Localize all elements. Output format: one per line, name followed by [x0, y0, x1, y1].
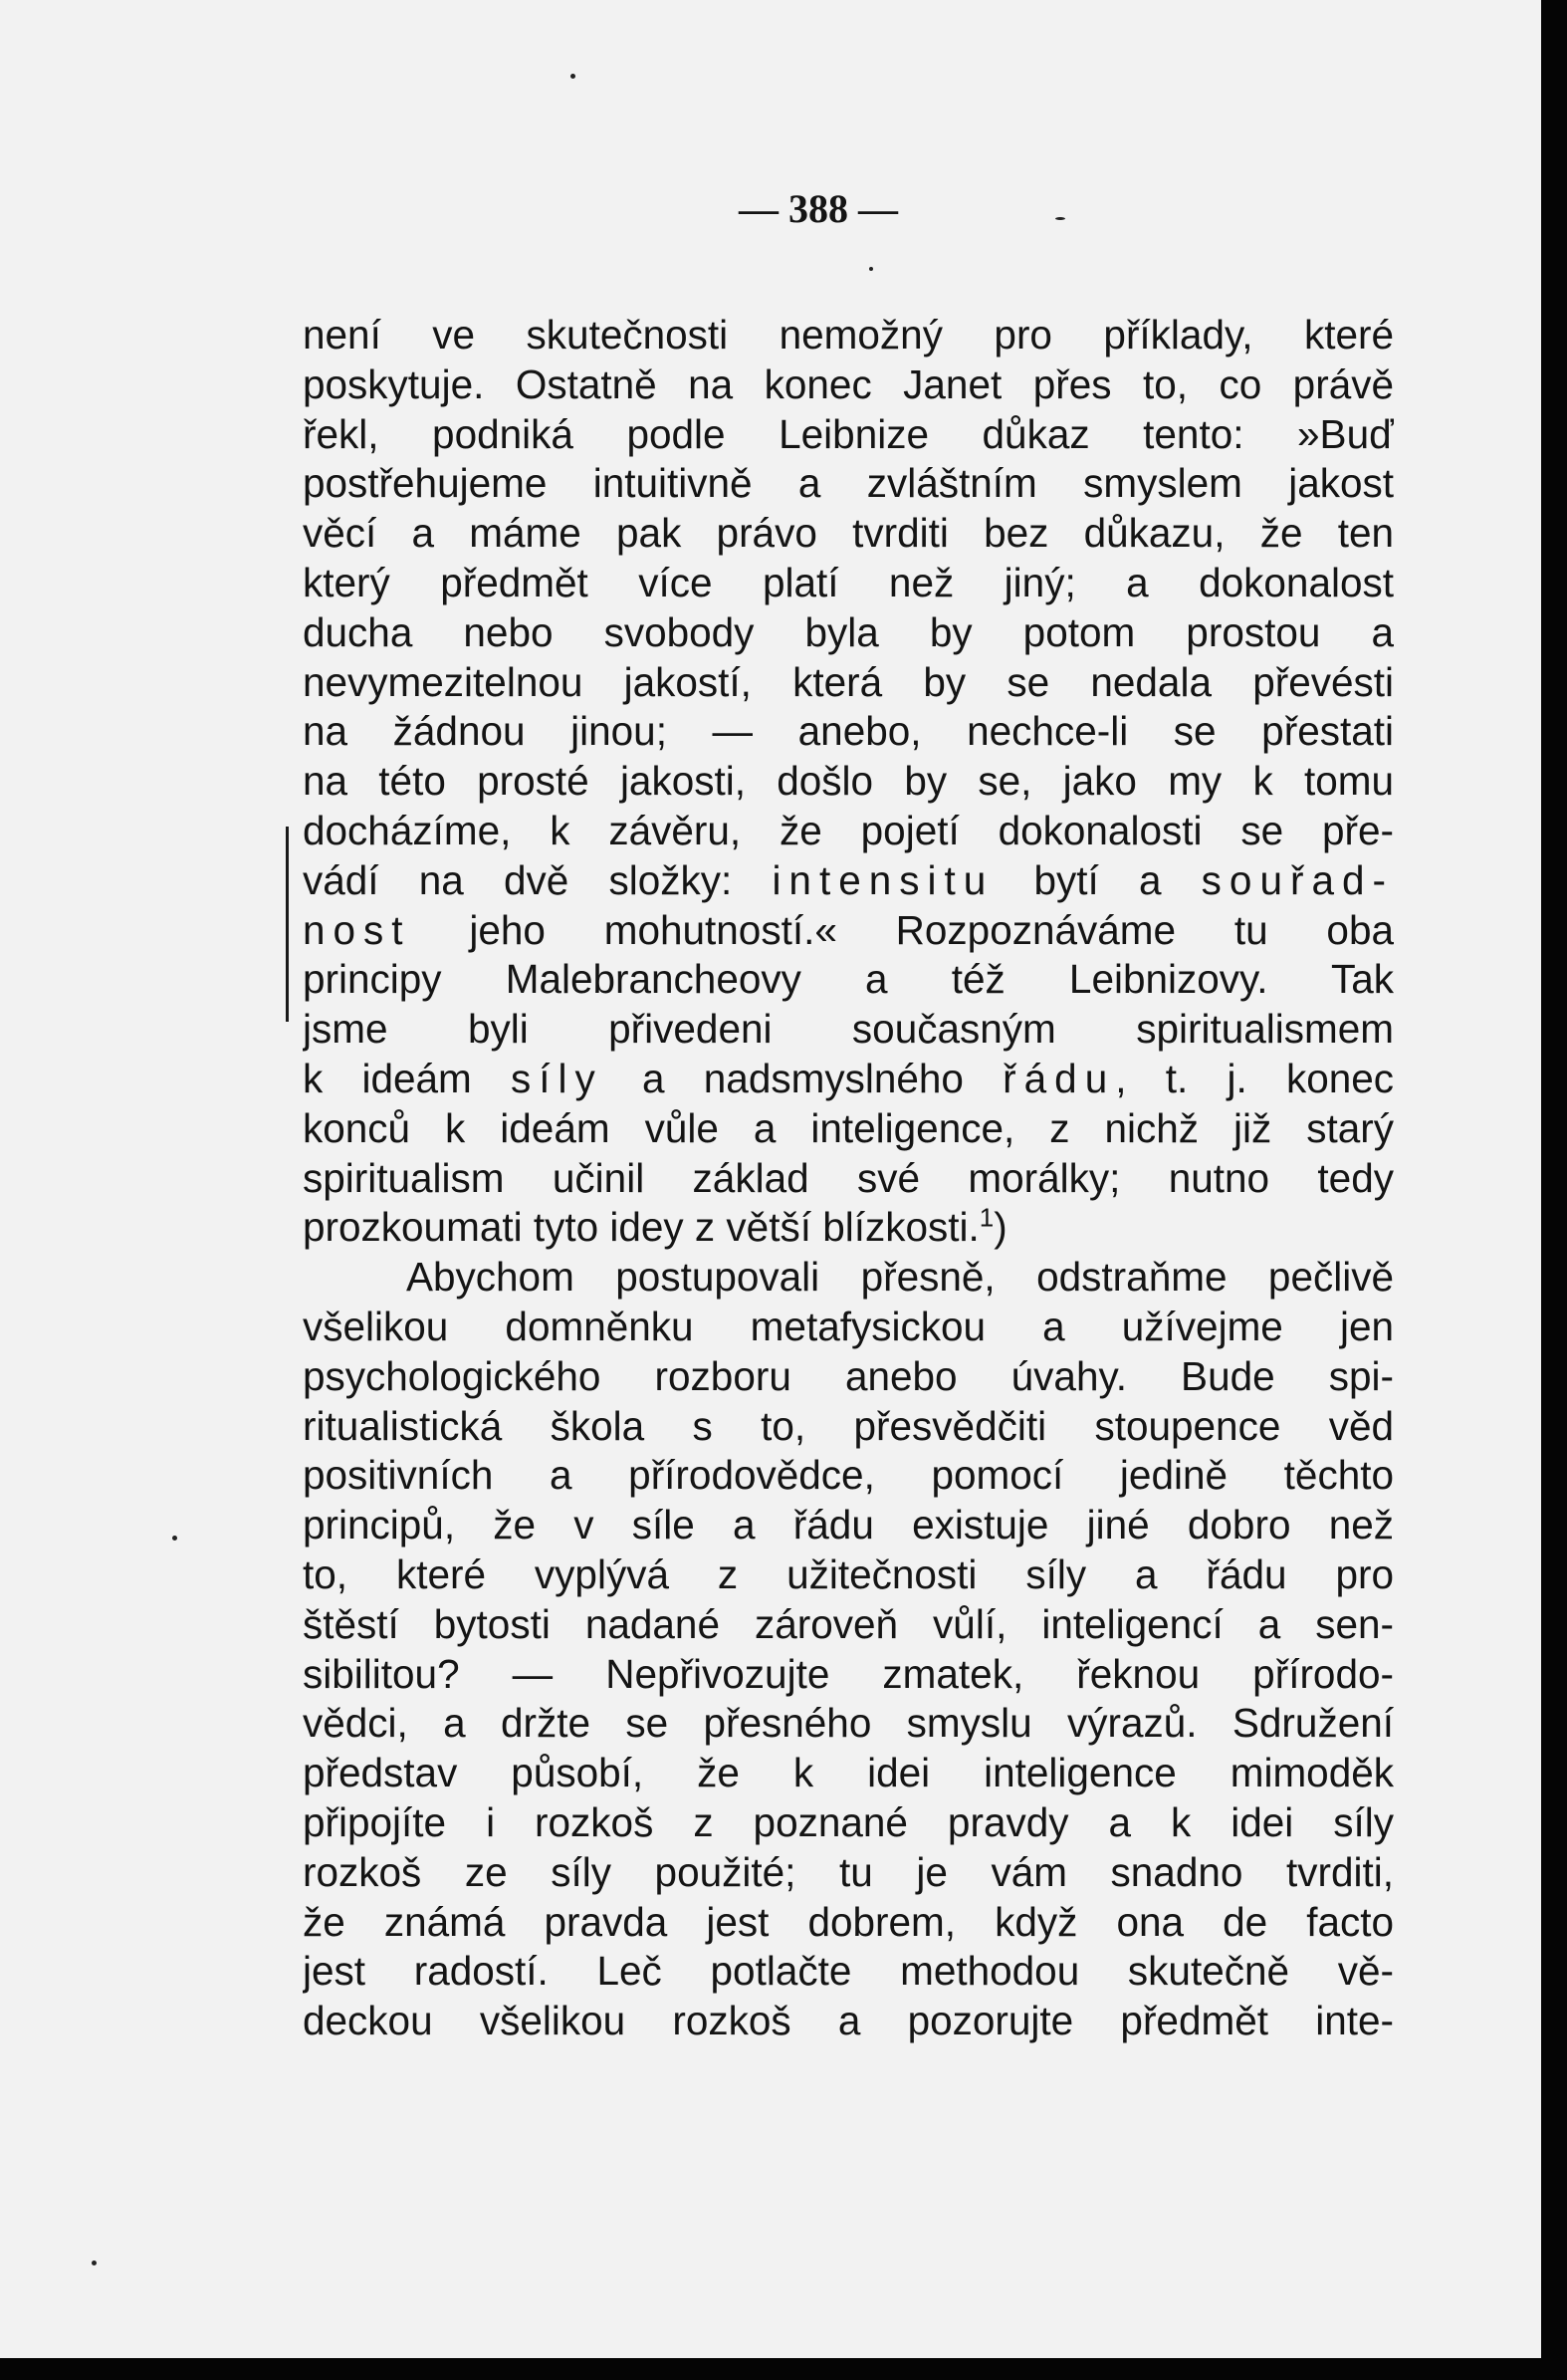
text-line: připojíte i rozkoš z poznané pravdy a k idei síly: [303, 1798, 1394, 1845]
spaced-term-intensitu: intensitu: [772, 856, 995, 903]
text-line: ritualistická škola s to, přesvědčiti stoupence věd: [303, 1402, 1394, 1449]
text-line: psychologického rozboru anebo úvahy. Bude spi-: [303, 1352, 1394, 1399]
text-line: [303, 856, 1394, 906]
scan-border-right: [1541, 0, 1567, 2380]
scan-border-bottom: [0, 2358, 1567, 2380]
text-segment: prozkoumati tyto idey z větší blízkosti.: [303, 1204, 980, 1251]
text-segment: jeho mohutností.« Rozpoznáváme tu oba: [410, 906, 1394, 953]
text-line: není ve skutečnosti nemožný pro příklady, které: [303, 312, 1394, 357]
text-line: ducha nebo svobody byla by potom prostou a: [303, 608, 1394, 655]
speck: [92, 2261, 97, 2265]
text-line: poskytuje. Ostatně na konec Janet přes to, co právě: [303, 360, 1394, 407]
margin-mark: [286, 827, 289, 1022]
speck: [172, 1536, 177, 1541]
text-segment: vádí na dvě složky:: [303, 856, 773, 903]
text-line: positivních a přírodovědce, pomocí jedině těchto: [303, 1452, 1394, 1499]
spaced-term-souradnost-end: nost: [303, 906, 411, 953]
text-line: [303, 906, 1394, 956]
text-line: principů, že v síle a řádu existuje jiné dobro než: [303, 1502, 1394, 1548]
speck: [1055, 217, 1065, 220]
text-line: [303, 1203, 1394, 1253]
spaced-term-souradnost: souřad-: [1201, 856, 1394, 903]
text-segment: a nadsmyslného: [602, 1055, 1004, 1101]
text-line: na žádnou jinou; — anebo, nechce-li se přestati: [303, 708, 1394, 755]
text-line: spiritualism učinil základ své morálky; nutno tedy: [303, 1154, 1394, 1201]
text-line: docházíme, k závěru, že pojetí dokonalosti se pře-: [303, 807, 1394, 853]
text-segment: k ideám: [303, 1055, 512, 1101]
text-line: jest radostí. Leč potlačte methodou skutečně vě-: [303, 1948, 1394, 1995]
speck: [570, 74, 575, 79]
text-line: postřehujeme intuitivně a zvláštním smyslem jakost: [303, 460, 1394, 507]
text-line: řekl, podniká podle Leibnize důkaz tento: »Buď: [303, 410, 1394, 457]
text-line: jsme byli přivedeni současným spiritualismem: [303, 1006, 1394, 1053]
speck: [869, 267, 873, 271]
text-line: na této prosté jakosti, došlo by se, jako my k tomu: [303, 758, 1394, 805]
text-segment: ): [994, 1204, 1007, 1251]
text-line: vědci, a držte se přesného smyslu výrazů. Sdružení: [303, 1700, 1394, 1747]
text-line: věcí a máme pak právo tvrditi bez důkazu, že ten: [303, 510, 1394, 557]
text-segment: , t. j. konec: [1115, 1055, 1394, 1101]
text-line: všelikou domněnku metafysickou a užívejme jen: [303, 1303, 1394, 1349]
text-line: rozkoš ze síly použité; tu je vám snadno tvrditi,: [303, 1848, 1394, 1895]
text-line: konců k ideám vůle a inteligence, z nichž již starý: [303, 1104, 1394, 1151]
text-line: že známá pravda jest dobrem, když ona de facto: [303, 1898, 1394, 1945]
text-segment: bytí a: [994, 856, 1202, 903]
text-line: Abychom postupovali přesně, odstraňme pečlivě: [406, 1254, 1394, 1301]
text-line: představ působí, že k idei inteligence mimoděk: [303, 1750, 1394, 1796]
page-number: — 388 —: [739, 186, 898, 231]
text-line: sibilitou? — Nepřivozujte zmatek, řeknou přírodo-: [303, 1650, 1394, 1697]
body-text: [303, 311, 1394, 2046]
spaced-term-sily: síly: [511, 1055, 603, 1101]
text-line: principy Malebrancheovy a též Leibnizovy. Tak: [303, 956, 1394, 1003]
spaced-term-radu: řádu: [1003, 1055, 1116, 1101]
text-line: nevymezitelnou jakostí, která by se nedala převésti: [303, 658, 1394, 705]
text-line: který předmět více platí než jiný; a dokonalost: [303, 559, 1394, 605]
text-line: to, které vyplývá z užitečnosti síly a řádu pro: [303, 1550, 1394, 1597]
text-line: deckou všelikou rozkoš a pozorujte předmět inte-: [303, 1998, 1394, 2044]
footnote-marker: 1: [979, 1203, 995, 1233]
text-line: štěstí bytosti nadané zároveň vůlí, inteligencí a sen-: [303, 1600, 1394, 1647]
text-line: [303, 1055, 1394, 1104]
